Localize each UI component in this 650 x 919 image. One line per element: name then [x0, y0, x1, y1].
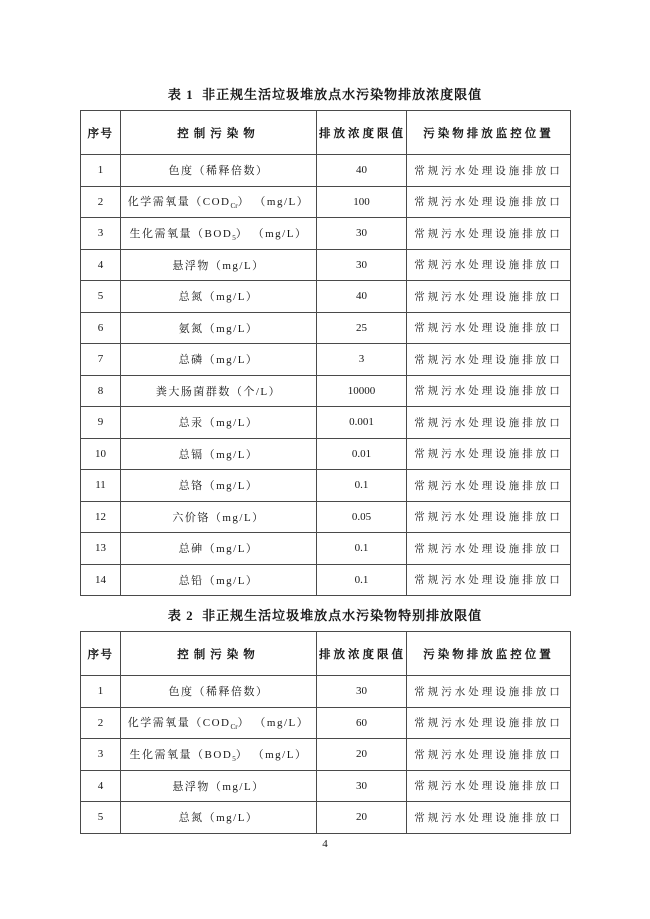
cell-pollutant: 化学需氧量$(COD_{Cr})$ （mg/L）: [121, 186, 317, 218]
cell-monitoring-location: 常规污水处理设施排放口: [407, 501, 571, 533]
cell-serial-number: 3: [81, 218, 121, 250]
column-header: 序号: [81, 632, 121, 676]
cell-pollutant: 化学需氧量$(COD_{Cr})$ （mg/L）: [121, 707, 317, 739]
column-header: 序号: [81, 111, 121, 155]
column-header: 排放浓度限值: [317, 111, 407, 155]
cell-serial-number: 10: [81, 438, 121, 470]
table-row: [81, 249, 571, 281]
cell-limit-value: 0.1: [317, 470, 407, 502]
cell-limit-value: 30: [317, 770, 407, 802]
table-row: [81, 281, 571, 313]
cell-serial-number: 1: [81, 676, 121, 708]
cell-pollutant: 六价铬（mg/L）: [121, 501, 317, 533]
table-row: [81, 707, 571, 739]
cell-serial-number: 2: [81, 707, 121, 739]
column-header: 污染物排放监控位置: [407, 632, 571, 676]
table-2-title: 表 2 非正规生活垃圾堆放点水污染物特别排放限值: [167, 608, 483, 623]
cell-monitoring-location: 常规污水处理设施排放口: [407, 249, 571, 281]
cell-monitoring-location: 常规污水处理设施排放口: [407, 438, 571, 470]
column-header: 排放浓度限值: [317, 632, 407, 676]
cell-serial-number: 7: [81, 344, 121, 376]
table-row: [81, 186, 571, 218]
table-row: [81, 676, 571, 708]
cell-serial-number: 9: [81, 407, 121, 439]
cell-pollutant: 色度（稀释倍数）: [121, 155, 317, 187]
cell-limit-value: 60: [317, 707, 407, 739]
cell-limit-value: 0.001: [317, 407, 407, 439]
cell-pollutant: 总汞（mg/L）: [121, 407, 317, 439]
cell-pollutant: 悬浮物（mg/L）: [121, 770, 317, 802]
column-header: 控制污染物: [121, 632, 317, 676]
cell-serial-number: 14: [81, 564, 121, 596]
cell-serial-number: 4: [81, 249, 121, 281]
cell-pollutant: 氨氮（mg/L）: [121, 312, 317, 344]
cell-serial-number: 8: [81, 375, 121, 407]
table-row: [81, 344, 571, 376]
cell-monitoring-location: 常规污水处理设施排放口: [407, 770, 571, 802]
cell-pollutant: 生化需氧量$(BOD_5)$ （mg/L）: [121, 739, 317, 771]
table-row: [81, 739, 571, 771]
cell-monitoring-location: 常规污水处理设施排放口: [407, 344, 571, 376]
cell-limit-value: 0.01: [317, 438, 407, 470]
cell-serial-number: 13: [81, 533, 121, 565]
cell-limit-value: 100: [317, 186, 407, 218]
cell-monitoring-location: 常规污水处理设施排放口: [407, 533, 571, 565]
table-row: [81, 438, 571, 470]
cell-monitoring-location: 常规污水处理设施排放口: [407, 739, 571, 771]
cell-serial-number: 12: [81, 501, 121, 533]
cell-serial-number: 1: [81, 155, 121, 187]
header-row: [81, 632, 571, 676]
column-header: 污染物排放监控位置: [407, 111, 571, 155]
cell-limit-value: 20: [317, 739, 407, 771]
table-row: [81, 407, 571, 439]
cell-monitoring-location: 常规污水处理设施排放口: [407, 186, 571, 218]
table-row: [81, 470, 571, 502]
cell-limit-value: 0.1: [317, 564, 407, 596]
cell-limit-value: 40: [317, 281, 407, 313]
page-number: 4: [322, 837, 328, 850]
cell-monitoring-location: 常规污水处理设施排放口: [407, 218, 571, 250]
cell-monitoring-location: 常规污水处理设施排放口: [407, 407, 571, 439]
cell-pollutant: 总氮（mg/L）: [121, 802, 317, 834]
cell-monitoring-location: 常规污水处理设施排放口: [407, 564, 571, 596]
table-2-header: [81, 632, 571, 676]
cell-limit-value: 30: [317, 249, 407, 281]
table-row: [81, 501, 571, 533]
table-row: [81, 218, 571, 250]
cell-limit-value: 0.05: [317, 501, 407, 533]
cell-pollutant: 总砷（mg/L）: [121, 533, 317, 565]
cell-limit-value: 10000: [317, 375, 407, 407]
table-row: [81, 375, 571, 407]
cell-monitoring-location: 常规污水处理设施排放口: [407, 375, 571, 407]
cell-monitoring-location: 常规污水处理设施排放口: [407, 155, 571, 187]
table-row: [81, 312, 571, 344]
cell-pollutant: 总镉（mg/L）: [121, 438, 317, 470]
table-row: [81, 155, 571, 187]
cell-monitoring-location: 常规污水处理设施排放口: [407, 281, 571, 313]
cell-serial-number: 5: [81, 281, 121, 313]
cell-limit-value: 30: [317, 218, 407, 250]
table-2-special-discharge-limits: [80, 631, 571, 834]
table-1-body: [81, 155, 571, 596]
cell-serial-number: 4: [81, 770, 121, 802]
header-row: [81, 111, 571, 155]
cell-limit-value: 20: [317, 802, 407, 834]
cell-pollutant: 总铬（mg/L）: [121, 470, 317, 502]
cell-serial-number: 11: [81, 470, 121, 502]
cell-limit-value: 30: [317, 676, 407, 708]
cell-serial-number: 6: [81, 312, 121, 344]
table-1-title: 表 1 非正规生活垃圾堆放点水污染物排放浓度限值: [167, 87, 483, 102]
cell-serial-number: 3: [81, 739, 121, 771]
cell-limit-value: 25: [317, 312, 407, 344]
table-row: [81, 533, 571, 565]
cell-monitoring-location: 常规污水处理设施排放口: [407, 312, 571, 344]
cell-monitoring-location: 常规污水处理设施排放口: [407, 676, 571, 708]
table-row: [81, 802, 571, 834]
table-row: [81, 770, 571, 802]
cell-pollutant: 生化需氧量$(BOD_5)$ （mg/L）: [121, 218, 317, 250]
cell-limit-value: 0.1: [317, 533, 407, 565]
cell-pollutant: 总磷（mg/L）: [121, 344, 317, 376]
cell-serial-number: 2: [81, 186, 121, 218]
table-2-body: [81, 676, 571, 834]
cell-pollutant: 悬浮物（mg/L）: [121, 249, 317, 281]
column-header: 控制污染物: [121, 111, 317, 155]
cell-monitoring-location: 常规污水处理设施排放口: [407, 470, 571, 502]
cell-limit-value: 40: [317, 155, 407, 187]
table-row: [81, 564, 571, 596]
cell-monitoring-location: 常规污水处理设施排放口: [407, 707, 571, 739]
cell-monitoring-location: 常规污水处理设施排放口: [407, 802, 571, 834]
table-1-discharge-concentration-limits: [80, 110, 571, 596]
cell-pollutant: 总铅（mg/L）: [121, 564, 317, 596]
cell-pollutant: 色度（稀释倍数）: [121, 676, 317, 708]
cell-limit-value: 3: [317, 344, 407, 376]
cell-pollutant: 粪大肠菌群数（个/L）: [121, 375, 317, 407]
cell-serial-number: 5: [81, 802, 121, 834]
table-1-header: [81, 111, 571, 155]
cell-pollutant: 总氮（mg/L）: [121, 281, 317, 313]
